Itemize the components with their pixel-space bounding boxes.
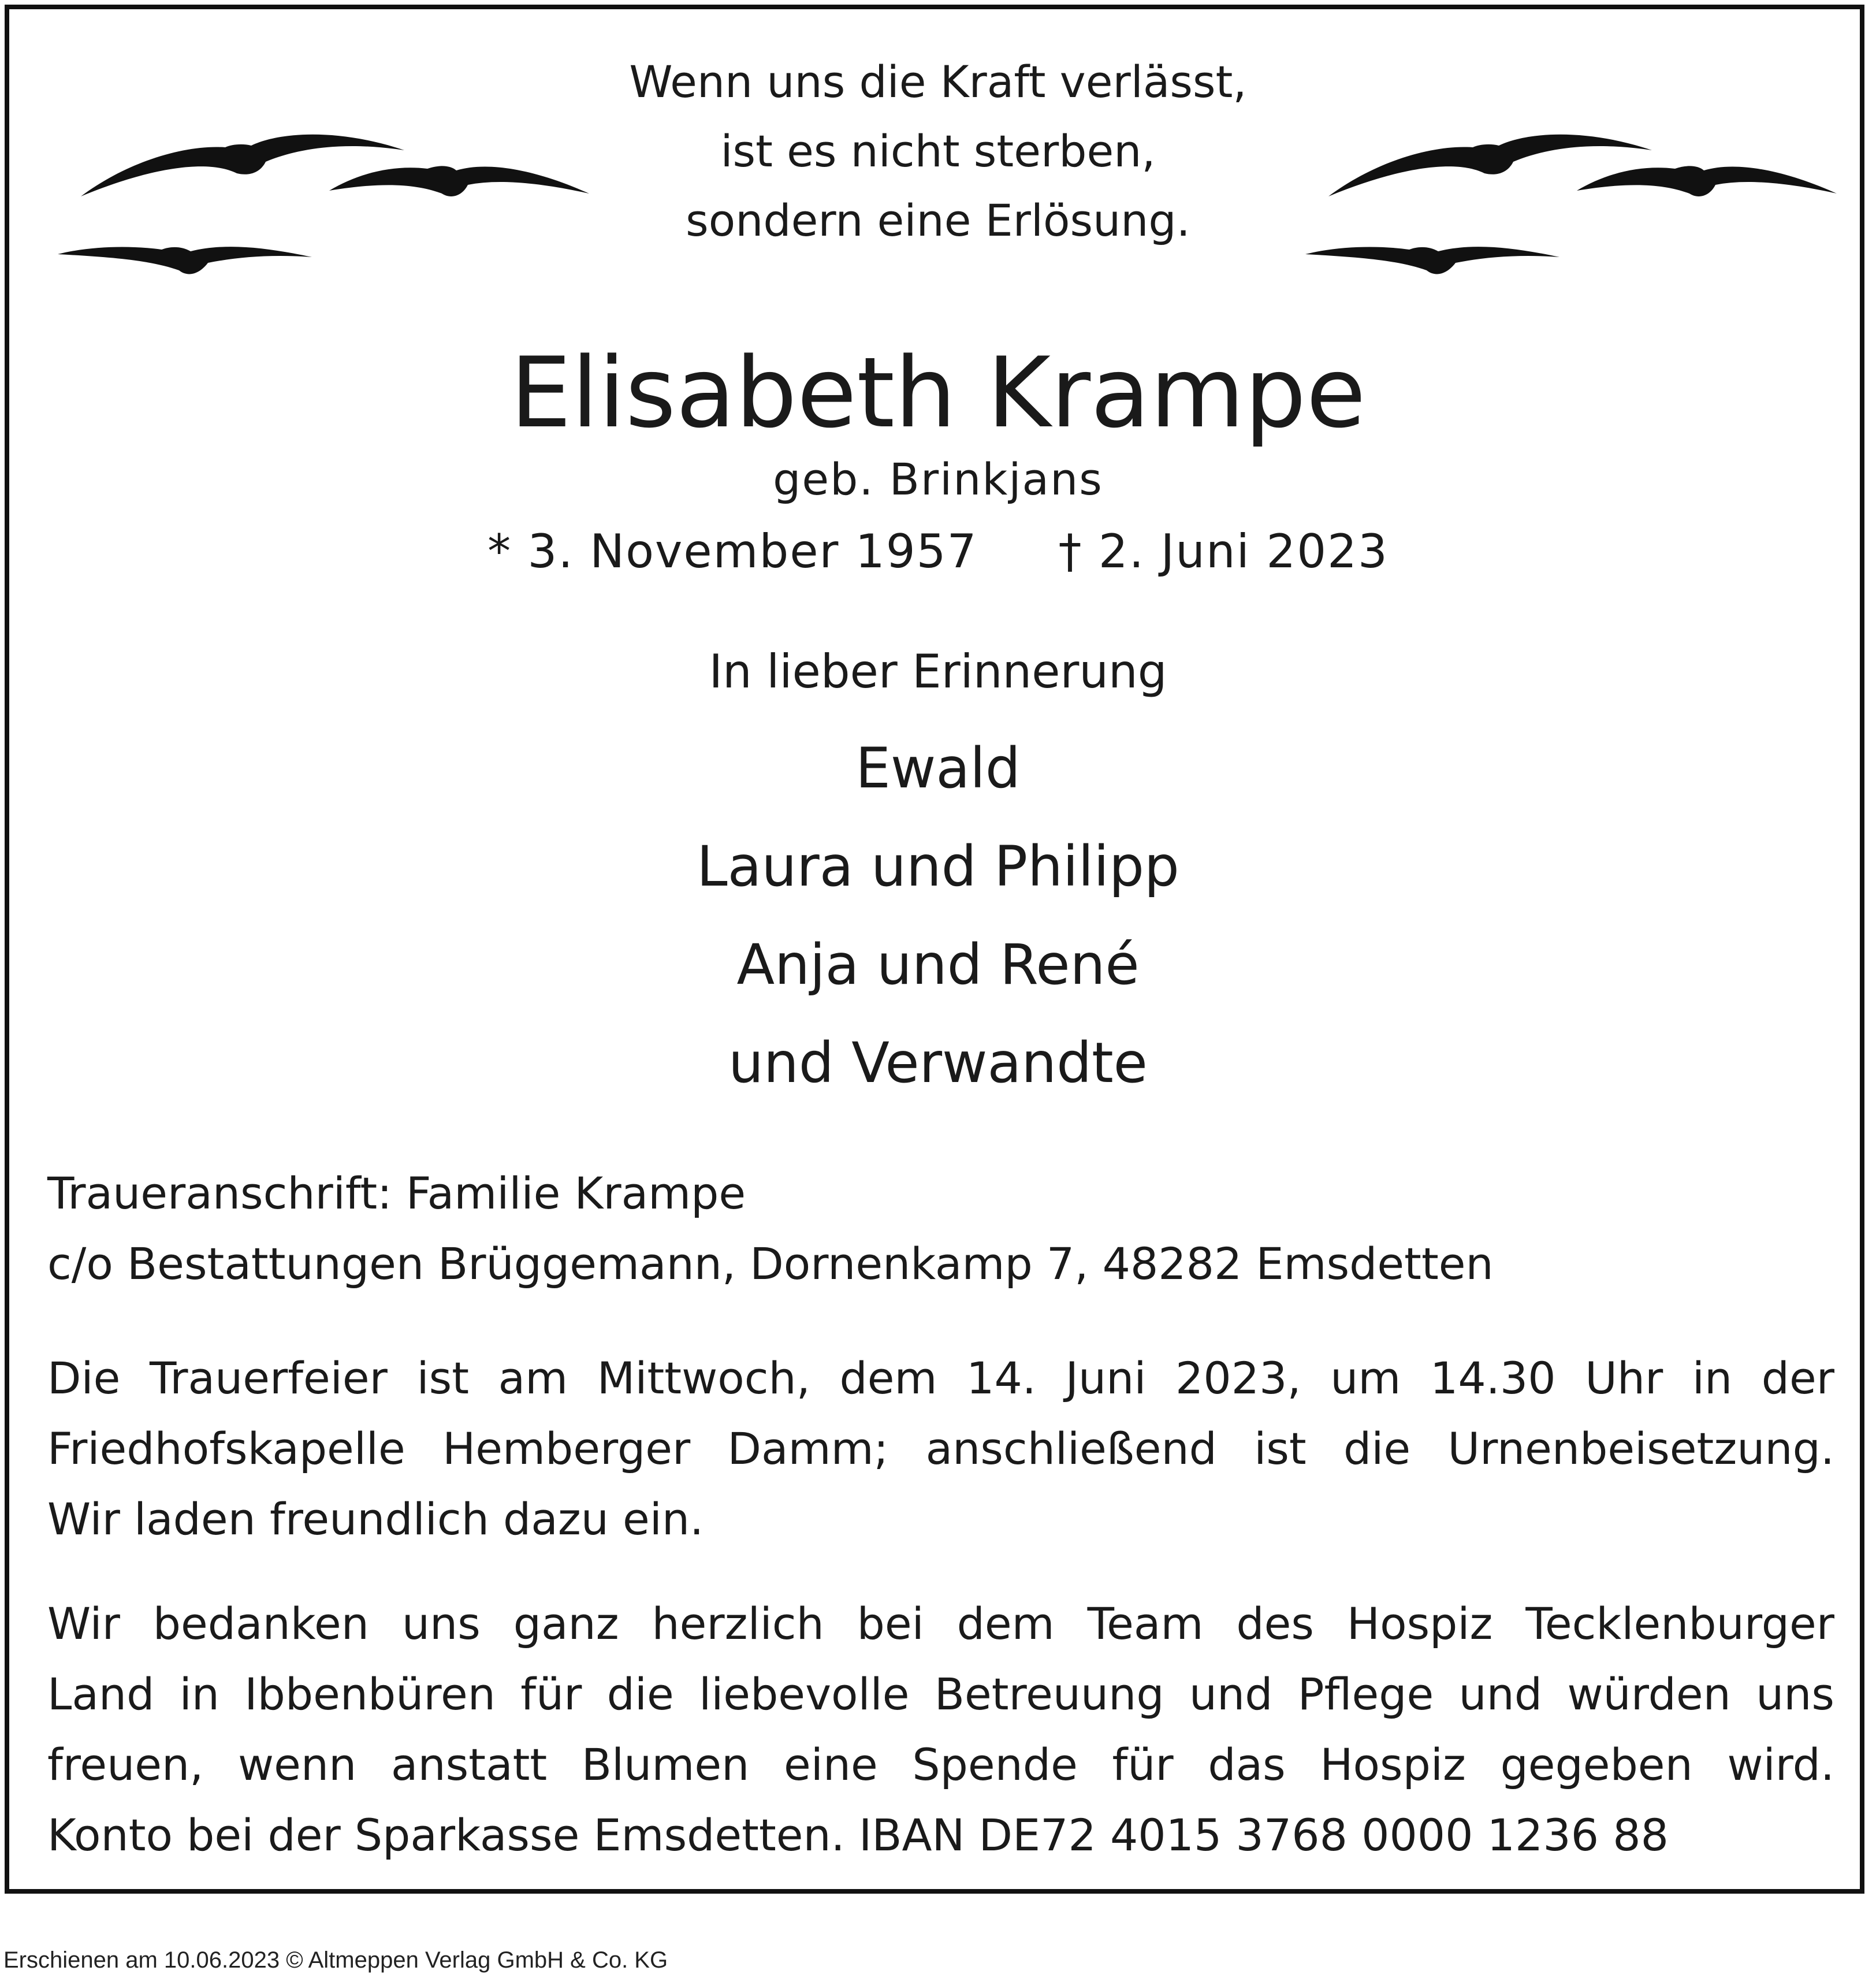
funeral-line: Die Trauerfeier ist am Mittwoch, dem 14. Juni 2023, um 14.30 Uhr in der — [47, 1352, 1834, 1404]
quote-line: ist es nicht sterben, — [720, 125, 1156, 177]
birth-date: * 3. November 1957 — [487, 525, 978, 578]
deceased-name: Elisabeth Krampe — [510, 336, 1366, 449]
mourner: Anja und René — [736, 932, 1140, 997]
birth-name: geb. Brinkjans — [773, 453, 1103, 505]
mourners-list — [0, 719, 1876, 1112]
publication-footer: Erschienen am 10.06.2023 © Altmeppen Verlag GmbH & Co. KG — [3, 1947, 668, 1973]
thanks-line: Konto bei der Sparkasse Emsdetten. IBAN DE72 4015 3768 0000 1236 88 — [47, 1809, 1669, 1861]
mourning-address — [47, 1158, 1834, 1299]
mourner: und Verwandte — [728, 1031, 1148, 1095]
life-dates — [0, 520, 1876, 583]
funeral-line: Friedhofskapelle Hemberger Damm; anschließend ist die Urnenbeisetzung. — [47, 1423, 1834, 1474]
quote-line: sondern eine Erlösung. — [686, 195, 1190, 246]
thanks-info — [47, 1589, 1834, 1871]
address-line: Traueranschrift: Familie Krampe — [47, 1168, 746, 1219]
address-line: c/o Bestattungen Brüggemann, Dornenkamp 7, 48282 Emsdetten — [47, 1238, 1494, 1289]
mourner: Ewald — [855, 736, 1021, 801]
death-date: † 2. Juni 2023 — [1058, 525, 1389, 578]
mourner: Laura und Philipp — [697, 834, 1179, 899]
thanks-line: Wir bedanken uns ganz herzlich bei dem Team des Hospiz Tecklenburger — [47, 1598, 1834, 1649]
quote — [0, 47, 1876, 255]
thanks-line: freuen, wenn anstatt Blumen eine Spende für das Hospiz gegeben wird. — [47, 1739, 1834, 1790]
thanks-line: Land in Ibbenbüren für die liebevolle Betreuung und Pflege und würden uns — [47, 1668, 1834, 1720]
funeral-line: Wir laden freundlich dazu ein. — [47, 1493, 704, 1545]
memory-intro: In lieber Erinnerung — [709, 645, 1167, 698]
quote-line: Wenn uns die Kraft verlässt, — [629, 56, 1247, 107]
funeral-info — [47, 1343, 1834, 1555]
